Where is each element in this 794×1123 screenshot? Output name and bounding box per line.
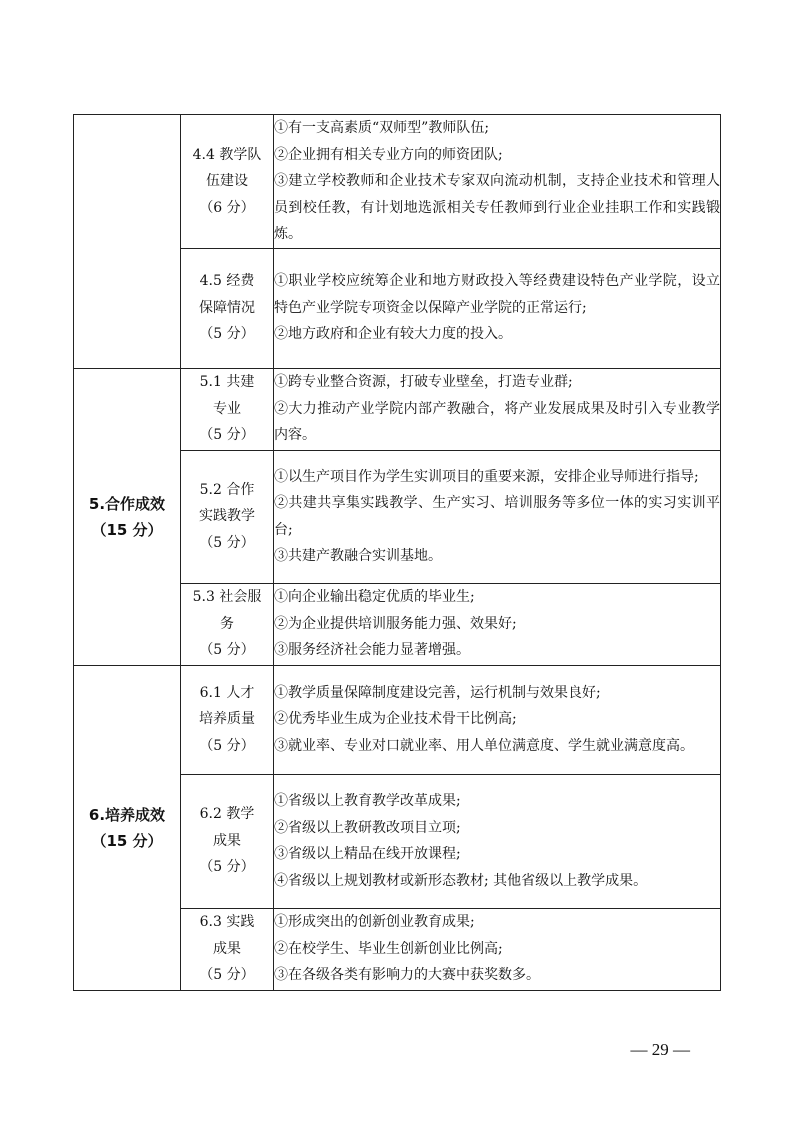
evaluation-table	[73, 114, 721, 991]
criterion-text: ②省级以上教研教改项目立项;	[274, 819, 461, 836]
criterion-text: ③服务经济社会能力显著增强。	[274, 642, 470, 659]
criterion-text: ①跨专业整合资源，打破专业壁垒，打造专业群;	[274, 374, 573, 391]
sub-item-cell: 5.2 合作 实践教学 （5 分）	[181, 450, 274, 583]
dimension-score: （15 分）	[91, 520, 163, 539]
sub-item-cell: 5.1 共建 专业 （5 分）	[181, 368, 274, 450]
table-row	[74, 665, 721, 774]
criterion-text: ④省级以上规划教材或新形态教材; 其他省级以上教学成果。	[274, 872, 648, 889]
criterion-text: ②大力推动产业学院内部产教融合，将产业发展成果及时引入专业教学内容。	[274, 400, 720, 444]
criterion-text: ③共建产教融合实训基地。	[274, 548, 442, 564]
dimension-cell-continued	[74, 115, 181, 369]
sub-item-cell: 4.5 经费 保障情况 （5 分）	[181, 248, 274, 368]
criteria-cell	[274, 450, 721, 583]
page-number: — 29 —	[630, 1040, 690, 1059]
criterion-text: ③在各级各类有影响力的大赛中获奖数多。	[274, 967, 540, 984]
criterion-text: ①省级以上教育教学改革成果;	[274, 793, 461, 809]
criterion-text: ③建立学校教师和企业技术专家双向流动机制，支持企业技术和管理人员到校任教，有计划地选派相关专任教师到行业企业挂职工作和实践锻炼。	[274, 173, 720, 242]
criterion-text: ①教学质量保障制度建设完善，运行机制与效果良好;	[274, 684, 601, 701]
criterion-text: ①向企业输出稳定优质的毕业生;	[274, 589, 475, 606]
criterion-text: ②地方政府和企业有较大力度的投入。	[274, 326, 512, 343]
criteria-cell	[274, 665, 721, 774]
criterion-text: ①以生产项目作为学生实训项目的重要来源，安排企业导师进行指导;	[274, 468, 699, 485]
sub-item-cell: 6.1 人才 培养质量 （5 分）	[181, 665, 274, 774]
criterion-text: ③就业率、专业对口就业率、用人单位满意度、学生就业满意度高。	[274, 737, 694, 754]
criterion-text: ①形成突出的创新创业教育成果;	[274, 914, 475, 931]
dimension-cell	[74, 368, 181, 665]
dimension-name: 6.培养成效	[88, 805, 166, 824]
criteria-cell	[274, 774, 721, 908]
dimension-score: （15 分）	[91, 831, 163, 850]
criterion-text: ②优秀毕业生成为企业技术骨干比例高;	[274, 711, 517, 728]
sub-item-cell: 6.3 实践 成果 （5 分）	[181, 908, 274, 990]
dimension-cell	[74, 665, 181, 990]
sub-item-cell: 6.2 教学 成果 （5 分）	[181, 774, 274, 908]
criterion-text: ①有一支高素质“双师型”教师队伍;	[274, 120, 490, 136]
sub-item-cell: 4.4 教学队 伍建设 （6 分）	[181, 115, 274, 249]
sub-item-cell: 5.3 社会服 务 （5 分）	[181, 583, 274, 665]
criteria-cell	[274, 115, 721, 249]
criterion-text: ②为企业提供培训服务能力强、效果好;	[274, 615, 517, 632]
criterion-text: ③省级以上精品在线开放课程;	[274, 846, 461, 862]
criteria-cell	[274, 248, 721, 368]
criterion-text: ②在校学生、毕业生创新创业比例高;	[274, 940, 503, 957]
criteria-cell	[274, 583, 721, 665]
criterion-text: ①职业学校应统筹企业和地方财政投入等经费建设特色产业学院，设立特色产业学院专项资金以保障产业学院的正常运行;	[274, 273, 720, 316]
criteria-cell	[274, 908, 721, 990]
table-row	[74, 115, 721, 249]
criteria-cell	[274, 368, 721, 450]
table-row	[74, 368, 721, 450]
criterion-text: ②共建共享集实践教学、生产实习、培训服务等多位一体的实习实训平台;	[274, 495, 720, 538]
criterion-text: ②企业拥有相关专业方向的师资团队;	[274, 146, 503, 163]
dimension-name: 5.合作成效	[88, 494, 166, 513]
